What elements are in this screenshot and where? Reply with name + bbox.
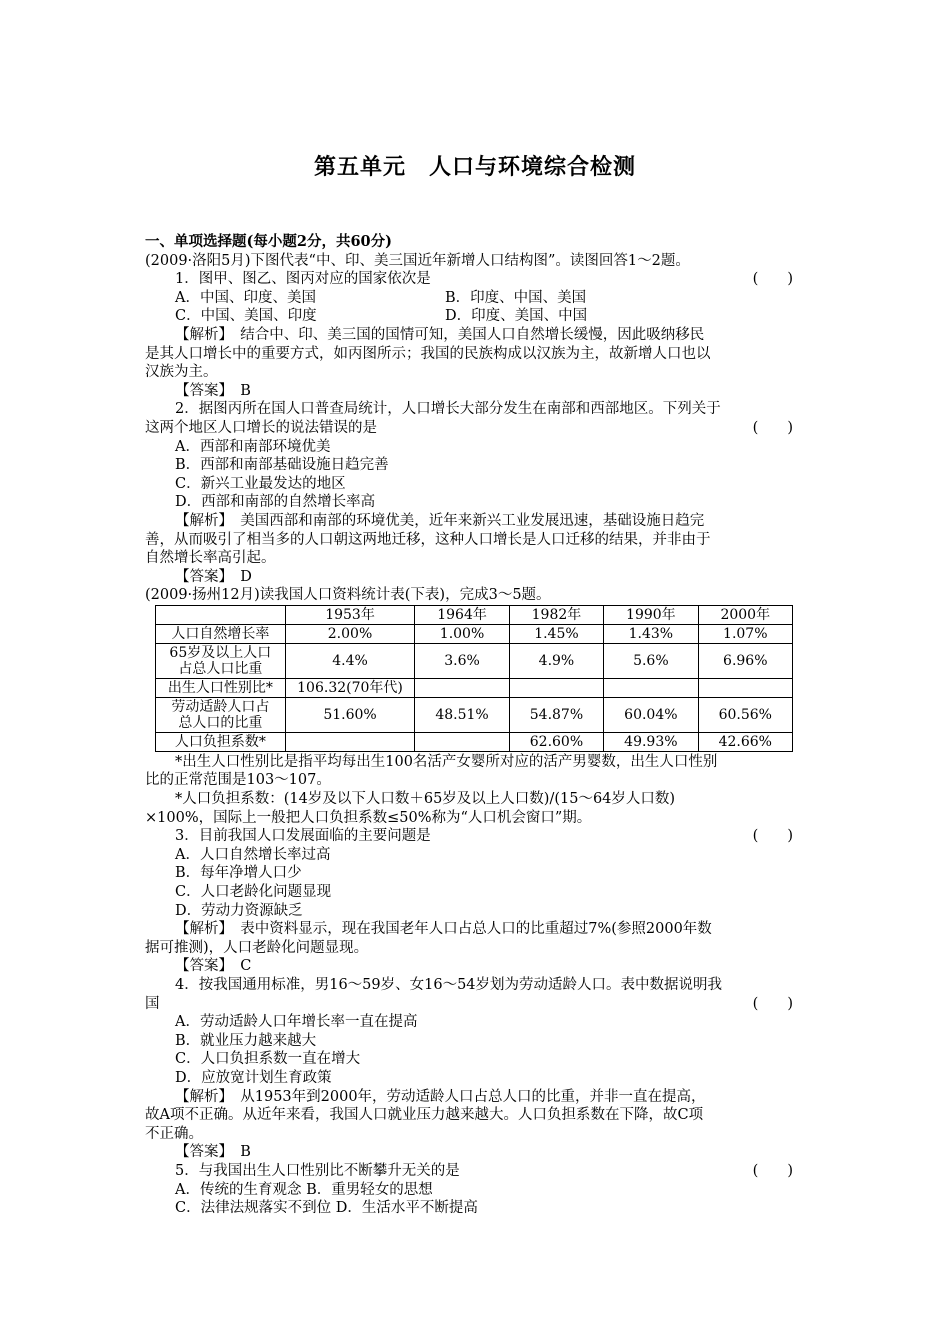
line-text: A．传统的生育观念 B．重男轻女的思想 [175,1181,433,1198]
line-text: A．西部和南部环境优美 [175,438,331,455]
line-text: 3．目前我国人口发展面临的主要问题是 [175,828,431,845]
text-line [145,771,807,790]
text-line [145,400,807,419]
option-row [145,307,807,326]
table-row [156,678,793,697]
text-line [145,1032,807,1051]
table-row-label [156,697,286,732]
text-line [145,1143,807,1162]
table-cell [604,678,698,697]
table-row [156,624,793,643]
line-text: 【答案】 B [175,382,251,399]
row-label-line: 出生人口性别比* [167,679,273,696]
text-line [145,790,807,809]
section-questions-1-2 [145,233,807,605]
table-cell [415,732,509,751]
line-text: 【答案】 C [175,958,252,975]
text-line [145,549,807,568]
row-label-line: 占总人口比重 [178,660,263,677]
text-line [145,995,807,1014]
line-text: A．人口自然增长率过高 [175,846,331,863]
line-text: B．每年净增人口少 [175,865,302,882]
line-text: 国 [145,995,160,1012]
text-line [145,809,807,828]
line-text: *人口负担系数：(14岁及以下人口数＋65岁及以上人口数)/(15～64岁人口数) [175,791,676,808]
table-row-label [156,643,286,678]
text-line [145,363,807,382]
text-line [145,1013,807,1032]
answer-bracket: ( ) [752,1162,793,1179]
text-line [145,902,807,921]
table-row [156,643,793,678]
answer-bracket: ( ) [752,419,793,436]
table-cell: 1.07% [698,624,792,643]
text-line [145,326,807,345]
option-text: B．印度、中国、美国 [445,289,587,306]
row-label-line: 65岁及以上人口 [169,644,272,661]
line-text: ×100%，国际上一般把人口负担系数≤50%称为“人口机会窗口”期。 [145,809,592,826]
text-line [145,1199,807,1218]
line-text: 自然增长率高引起。 [145,550,276,567]
table-cell [415,678,509,697]
text-line [145,493,807,512]
text-line [145,920,807,939]
line-text: C．人口负担系数一直在增大 [175,1051,361,1068]
option-text: A．中国、印度、美国 [175,289,316,306]
table-cell: 54.87% [509,697,603,732]
table-row [156,697,793,732]
line-text: B．西部和南部基础设施日趋完善 [175,457,389,474]
line-text: (2009·洛阳5月)下图代表“中、印、美三国近年新增人口结构图”。读图回答1～2题。 [145,252,690,269]
table-cell: 6.96% [698,643,792,678]
line-text: D．劳动力资源缺乏 [175,902,303,919]
table-header-row [156,605,793,624]
option-row [145,289,807,308]
text-line [145,1125,807,1144]
option-text: D．印度、美国、中国 [445,308,588,325]
line-text: 4．按我国通用标准，男16～59岁、女16～54岁划为劳动适龄人口。表中数据说明我 [175,977,723,993]
table-header-cell: 1953年 [285,605,415,624]
row-label-line: 人口自然增长率 [171,625,270,642]
line-text: 【答案】 D [175,568,252,585]
section-questions-3-5 [145,753,807,1218]
table-cell: 3.6% [415,643,509,678]
text-line [145,531,807,550]
line-text: 一、单项选择题(每小题2分，共60分) [145,233,392,250]
table-cell: 60.04% [604,697,698,732]
table-row [156,732,793,751]
answer-bracket: ( ) [752,995,793,1012]
text-line [145,846,807,865]
text-line [145,883,807,902]
text-line [145,1181,807,1200]
line-text: 1．图甲、图乙、图丙对应的国家依次是 [175,271,431,288]
row-label-line: 总人口的比重 [178,714,263,731]
table-cell: 49.93% [604,732,698,751]
line-text: D．西部和南部的自然增长率高 [175,494,376,511]
text-line [145,1088,807,1107]
text-line [145,753,807,772]
table-cell [509,678,603,697]
table-cell: 106.32(70年代) [285,678,415,697]
table-cell: 1.00% [415,624,509,643]
line-text: B．就业压力越来越大 [175,1032,317,1049]
row-label-line: 劳动适龄人口占 [171,698,270,715]
table-cell: 60.56% [698,697,792,732]
table-row-label [156,678,286,697]
text-line [145,252,807,271]
answer-bracket: ( ) [752,271,793,288]
text-line [145,568,807,587]
line-text: 2．据图丙所在国人口普查局统计，人口增长大部分发生在南部和西部地区。下列关于 [175,401,721,418]
table-cell: 42.66% [698,732,792,751]
line-text: 【解析】 表中资料显示，现在我国老年人口占总人口的比重超过7%(参照2000年数 [175,921,712,938]
table-cell [698,678,792,697]
text-line [145,1050,807,1069]
line-text: A．劳动适龄人口年增长率一直在提高 [175,1014,418,1031]
text-line [145,456,807,475]
text-line [145,270,807,289]
table-header-cell [156,605,286,624]
line-text: 是其人口增长中的重要方式，如丙图所示；我国的民族构成以汉族为主，故新增人口也以 [145,345,711,362]
text-line [145,864,807,883]
table-cell: 4.4% [285,643,415,678]
table-header-cell: 1982年 [509,605,603,624]
text-line [145,976,807,995]
line-text: C．法律法规落实不到位 D．生活水平不断提高 [175,1200,478,1217]
text-line [145,1069,807,1088]
line-text: C．新兴工业最发达的地区 [175,475,346,492]
line-text: 汉族为主。 [145,364,218,381]
table-header-cell: 2000年 [698,605,792,624]
option-text: C．中国、美国、印度 [175,308,317,325]
text-line [145,1106,807,1125]
table-cell: 48.51% [415,697,509,732]
text-line [145,957,807,976]
table-header-cell: 1990年 [604,605,698,624]
text-line [145,512,807,531]
text-line [145,233,807,252]
table-cell [285,732,415,751]
text-line [145,419,807,438]
line-text: 这两个地区人口增长的说法错误的是 [145,419,377,436]
line-text: 【解析】 结合中、印、美三国的国情可知，美国人口自然增长缓慢，因此吸纳移民 [175,326,705,343]
population-stats-table [155,605,793,752]
table-row-label [156,624,286,643]
table-cell: 51.60% [285,697,415,732]
row-label-line: 人口负担系数* [174,733,266,750]
text-line [145,345,807,364]
text-line [145,827,807,846]
table-cell: 1.43% [604,624,698,643]
answer-bracket: ( ) [752,828,793,845]
text-line [145,475,807,494]
text-line [145,438,807,457]
text-line [145,382,807,401]
table-cell: 4.9% [509,643,603,678]
table-cell: 1.45% [509,624,603,643]
line-text: 【解析】 从1953年到2000年，劳动适龄人口占总人口的比重，并非一直在提高， [175,1088,706,1105]
line-text: C．人口老龄化问题显现 [175,884,332,901]
line-text: 5．与我国出生人口性别比不断攀升无关的是 [175,1162,460,1179]
line-text: 【答案】 B [175,1144,251,1161]
text-line [145,586,807,605]
page-title: 第五单元 人口与环境综合检测 [313,155,636,180]
text-line [145,1162,807,1181]
line-text: 据可推测)，人口老龄化问题显现。 [145,939,369,956]
document-body [145,233,807,1218]
line-text: 【解析】 美国西部和南部的环境优美，近年来新兴工业发展迅速，基础设施日趋完 [175,512,705,529]
table-cell: 62.60% [509,732,603,751]
table-cell: 2.00% [285,624,415,643]
line-text: 故A项不正确。从近年来看，我国人口就业压力越来越大。人口负担系数在下降，故C项 [145,1107,704,1124]
line-text: D．应放宽计划生育政策 [175,1069,332,1086]
line-text: 不正确。 [145,1125,203,1142]
line-text: (2009·扬州12月)读我国人口资料统计表(下表)，完成3～5题。 [145,587,551,604]
line-text: 比的正常范围是103～107。 [145,772,331,789]
line-text: *出生人口性别比是指平均每出生100名活产女婴所对应的活产男婴数，出生人口性别 [175,753,718,770]
text-line [145,939,807,958]
table-header-cell: 1964年 [415,605,509,624]
table-row-label [156,732,286,751]
line-text: 善，从而吸引了相当多的人口朝这两地迁移，这种人口增长是人口迁移的结果，并非由于 [145,531,711,548]
table-cell: 5.6% [604,643,698,678]
